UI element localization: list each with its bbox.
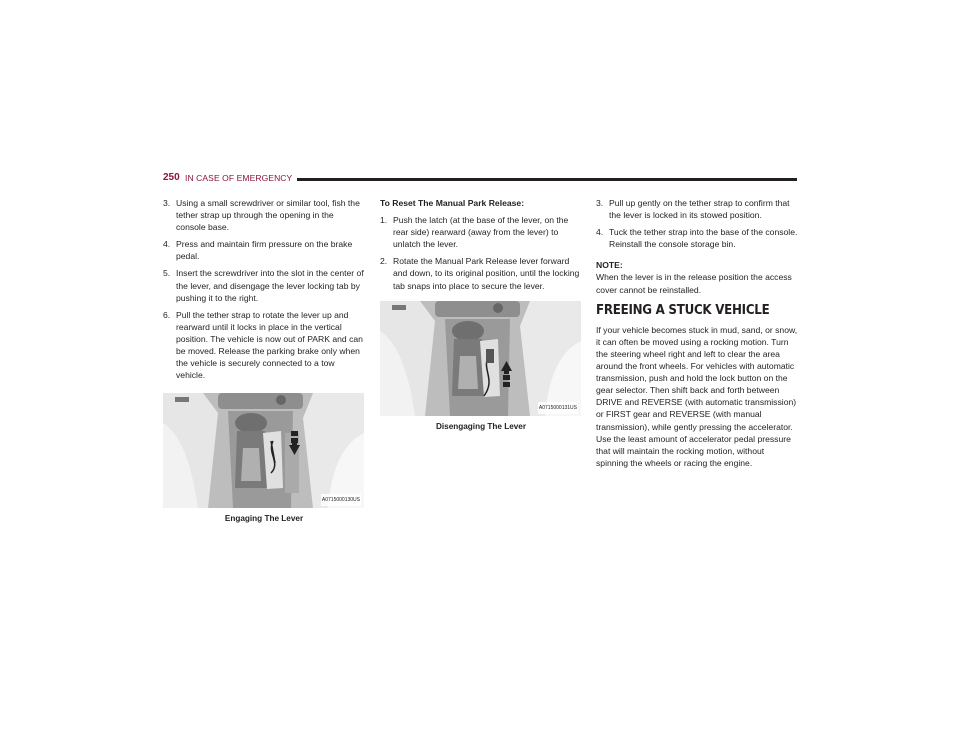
step-number: 3.: [163, 198, 171, 208]
step-number: 6.: [163, 309, 171, 320]
step-text: Push the latch (at the base of the lever, on the rear side) rearward (away from the lever) to unlatch the lever.: [393, 215, 569, 250]
figure-engaging-lever: [163, 393, 365, 525]
page-number: 250: [163, 172, 180, 183]
column-2: [380, 197, 582, 433]
section-heading: FREEING A STUCK VEHICLE: [596, 301, 770, 318]
body-paragraph: If your vehicle becomes stuck in mud, sand, or snow, it can often be moved using a rocking motion. Turn the steering wheel right and left to clear the area around the front wheels. For vehicles with automatic transmission, push and hold the lock button on the gear selector. Then shift back and forth between DRIVE and REVERSE (with automatic transmission) or FIRST gear and REVERSE (with manual transmission), while gently pressing the accelerator. Use the least amount of accelerator pedal pressure that will maintain the rocking motion, without spinning the wheels or racing the engine.: [596, 324, 798, 468]
step-number: 3.: [596, 198, 604, 208]
header-rule: [297, 178, 797, 181]
section-title: IN CASE OF EMERGENCY: [185, 173, 293, 183]
column-1: [163, 197, 365, 525]
list-item: [163, 309, 365, 382]
step-number: 5.: [163, 268, 171, 279]
step-number: 4.: [596, 227, 604, 238]
console-illustration: [380, 301, 581, 416]
step-text: Pull the tether strap to rotate the lever up and rearward until it locks in place in the vertical position. The vehicle is now out of PARK and can be moved. Release the parking brake only when the vehicle is securely connected to a tow vehicle.: [176, 309, 363, 381]
figure-code: A0715000130US: [321, 494, 361, 506]
step-number: 1.: [380, 215, 388, 226]
figure-caption: Engaging The Lever: [224, 514, 304, 524]
column-3: [596, 197, 798, 469]
figure-caption: Disengaging The Lever: [435, 421, 527, 431]
console-photo: [380, 301, 581, 416]
step-text: Using a small screwdriver or similar tool, fish the tether strap up through the opening in the console base.: [176, 198, 360, 233]
page-header: [163, 172, 797, 186]
step-number: 2.: [380, 256, 388, 267]
step-text: Tuck the tether strap into the base of the console. Reinstall the console storage bin.: [609, 227, 798, 250]
step-list: [163, 197, 365, 381]
list-item: [380, 255, 582, 291]
subheading: To Reset The Manual Park Release:: [380, 198, 525, 208]
console-illustration: [163, 393, 364, 508]
figure-disengaging-lever: [380, 301, 582, 433]
step-text: Pull up gently on the tether strap to confirm that the lever is locked in its stowed position.: [609, 198, 790, 221]
list-item: [163, 238, 365, 262]
figure-code: A0715000131US: [538, 402, 578, 414]
list-item: [380, 214, 582, 250]
console-photo: [163, 393, 364, 508]
step-number: 4.: [163, 239, 171, 250]
step-list: [380, 214, 582, 292]
note-text: When the lever is in the release position the access cover cannot be reinstalled.: [596, 272, 792, 295]
note-label: NOTE:: [596, 260, 623, 271]
step-text: Insert the screwdriver into the slot in the center of the lever, and disengage the lever locking tab by pushing it to the right.: [176, 268, 364, 303]
step-list: [596, 197, 798, 250]
list-item: [596, 226, 798, 250]
list-item: [163, 267, 365, 303]
step-text: Press and maintain firm pressure on the brake pedal.: [176, 239, 353, 262]
step-text: Rotate the Manual Park Release lever forward and down, to its original position, until the locking tab snaps into place to secure the lever.: [393, 256, 580, 291]
list-item: [163, 197, 365, 233]
list-item: [596, 197, 798, 221]
